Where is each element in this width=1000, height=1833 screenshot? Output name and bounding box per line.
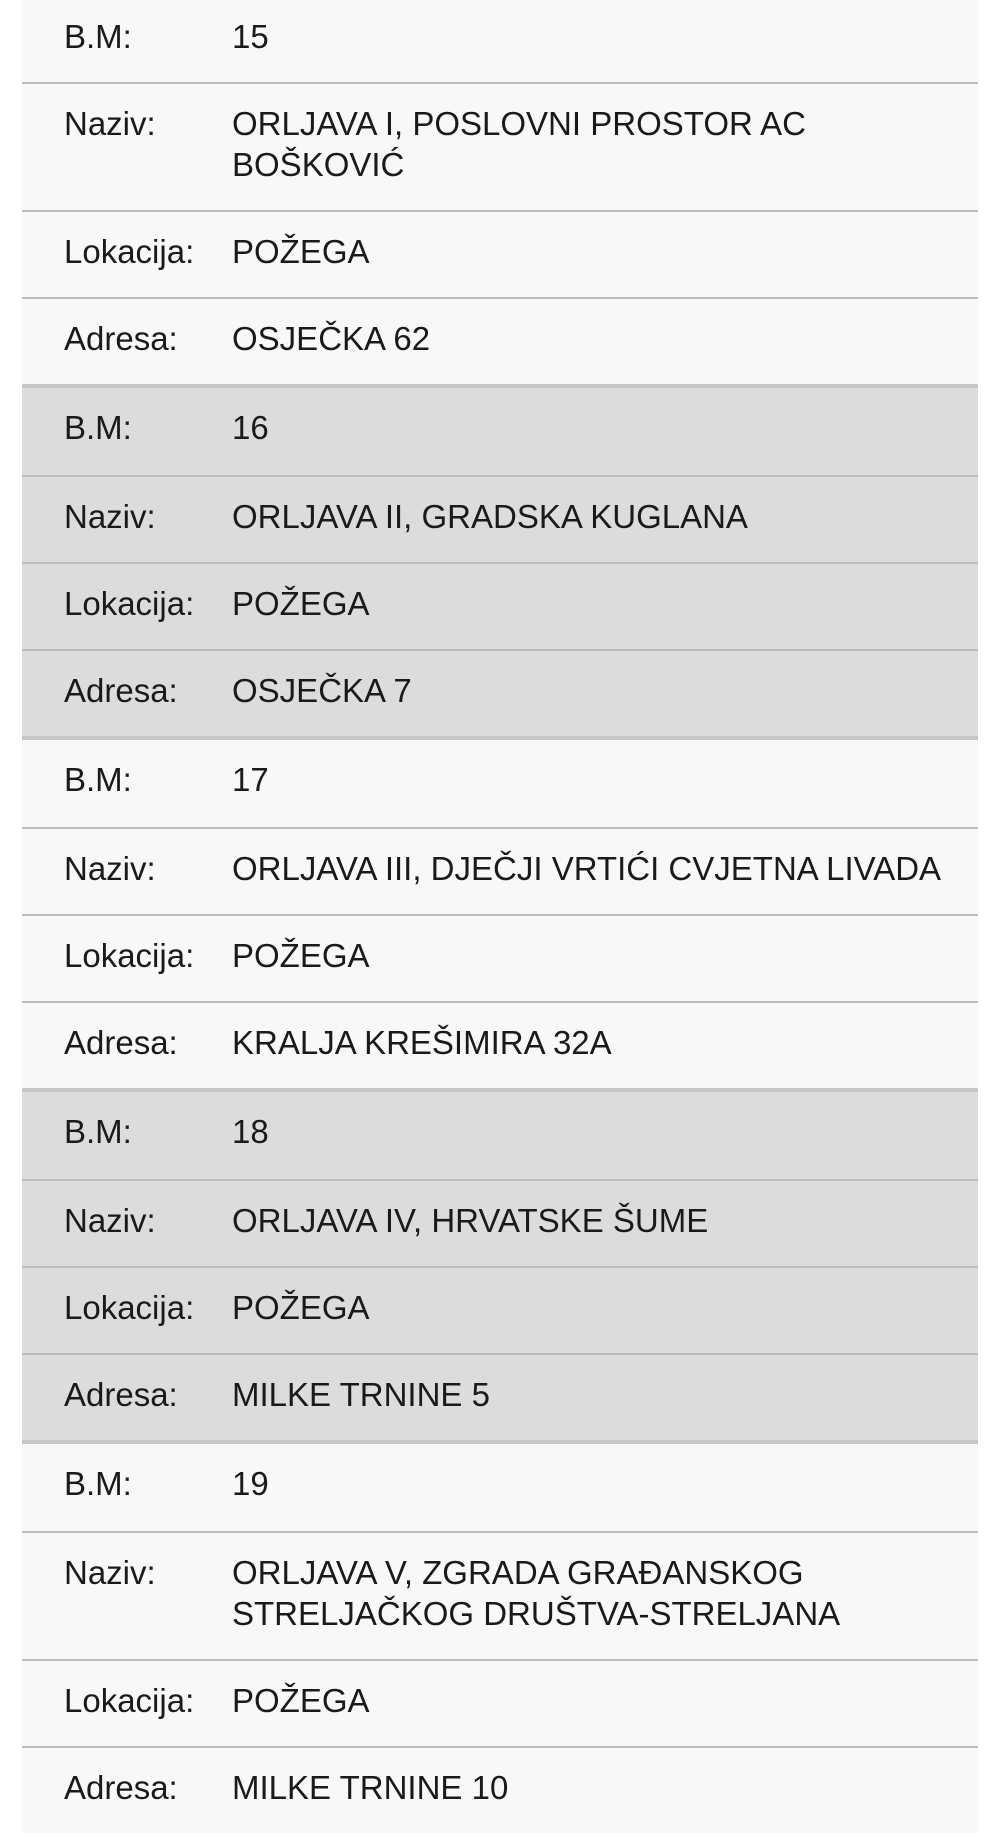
naziv-label: Naziv: [64,498,156,535]
naziv-line: ORLJAVA III, DJEČJI VRTIĆI CVJETNA LIVADA [232,850,942,887]
naziv-value [232,1552,978,1634]
bm-label: B.M: [64,1465,132,1502]
bm-label: B.M: [64,409,132,446]
adresa-label: Adresa: [64,1376,178,1413]
naziv-label: Naziv: [64,1202,156,1239]
record-card[interactable] [22,0,978,388]
bm-row [22,1444,978,1531]
adresa-label: Adresa: [64,320,178,357]
adresa-value: OSJEČKA 7 [232,672,412,709]
lokacija-value: POŽEGA [232,233,370,270]
lokacija-row [22,914,978,1001]
naziv-row [22,82,978,210]
lokacija-label: Lokacija: [64,233,195,270]
lokacija-row [22,1266,978,1353]
adresa-value: MILKE TRNINE 10 [232,1769,509,1806]
lokacija-label: Lokacija: [64,937,195,974]
adresa-row [22,1001,978,1088]
naziv-row [22,827,978,914]
record-card[interactable] [22,1444,978,1833]
adresa-value: MILKE TRNINE 5 [232,1376,490,1413]
adresa-label: Adresa: [64,1024,178,1061]
naziv-row [22,1531,978,1659]
adresa-row [22,297,978,384]
naziv-value [232,848,978,889]
naziv-line: ORLJAVA V, ZGRADA GRAĐANSKOG [232,1554,804,1591]
naziv-row [22,475,978,562]
lokacija-label: Lokacija: [64,585,195,622]
adresa-value: KRALJA KREŠIMIRA 32A [232,1024,612,1061]
naziv-line: ORLJAVA IV, HRVATSKE ŠUME [232,1202,709,1239]
lokacija-value: POŽEGA [232,937,370,974]
lokacija-row [22,562,978,649]
adresa-row [22,1746,978,1833]
record-card[interactable] [22,740,978,1092]
lokacija-value: POŽEGA [232,1289,370,1326]
naziv-value [232,496,978,537]
adresa-label: Adresa: [64,1769,178,1806]
bm-row [22,388,978,475]
naziv-label: Naziv: [64,850,156,887]
record-card[interactable] [22,388,978,740]
bm-label: B.M: [64,1113,132,1150]
bm-row [22,1092,978,1179]
lokacija-value: POŽEGA [232,585,370,622]
naziv-line: BOŠKOVIĆ [232,146,405,183]
lokacija-label: Lokacija: [64,1682,195,1719]
records-list [22,0,978,1833]
bm-value: 15 [232,18,269,55]
naziv-value [232,1200,978,1241]
bm-label: B.M: [64,761,132,798]
bm-value: 16 [232,409,269,446]
adresa-row [22,649,978,736]
naziv-label: Naziv: [64,105,156,142]
adresa-value: OSJEČKA 62 [232,320,431,357]
bm-value: 18 [232,1113,269,1150]
bm-row [22,740,978,827]
adresa-label: Adresa: [64,672,178,709]
adresa-row [22,1353,978,1440]
naziv-label: Naziv: [64,1554,156,1591]
naziv-line: STRELJAČKOG DRUŠTVA-STRELJANA [232,1595,841,1632]
naziv-row [22,1179,978,1266]
bm-row [22,0,978,82]
bm-label: B.M: [64,18,132,55]
lokacija-label: Lokacija: [64,1289,195,1326]
naziv-line: ORLJAVA II, GRADSKA KUGLANA [232,498,748,535]
lokacija-row [22,210,978,297]
bm-value: 19 [232,1465,269,1502]
lokacija-row [22,1659,978,1746]
lokacija-value: POŽEGA [232,1682,370,1719]
naziv-line: ORLJAVA I, POSLOVNI PROSTOR AC [232,105,807,142]
record-card[interactable] [22,1092,978,1444]
naziv-value [232,103,978,185]
bm-value: 17 [232,761,269,798]
